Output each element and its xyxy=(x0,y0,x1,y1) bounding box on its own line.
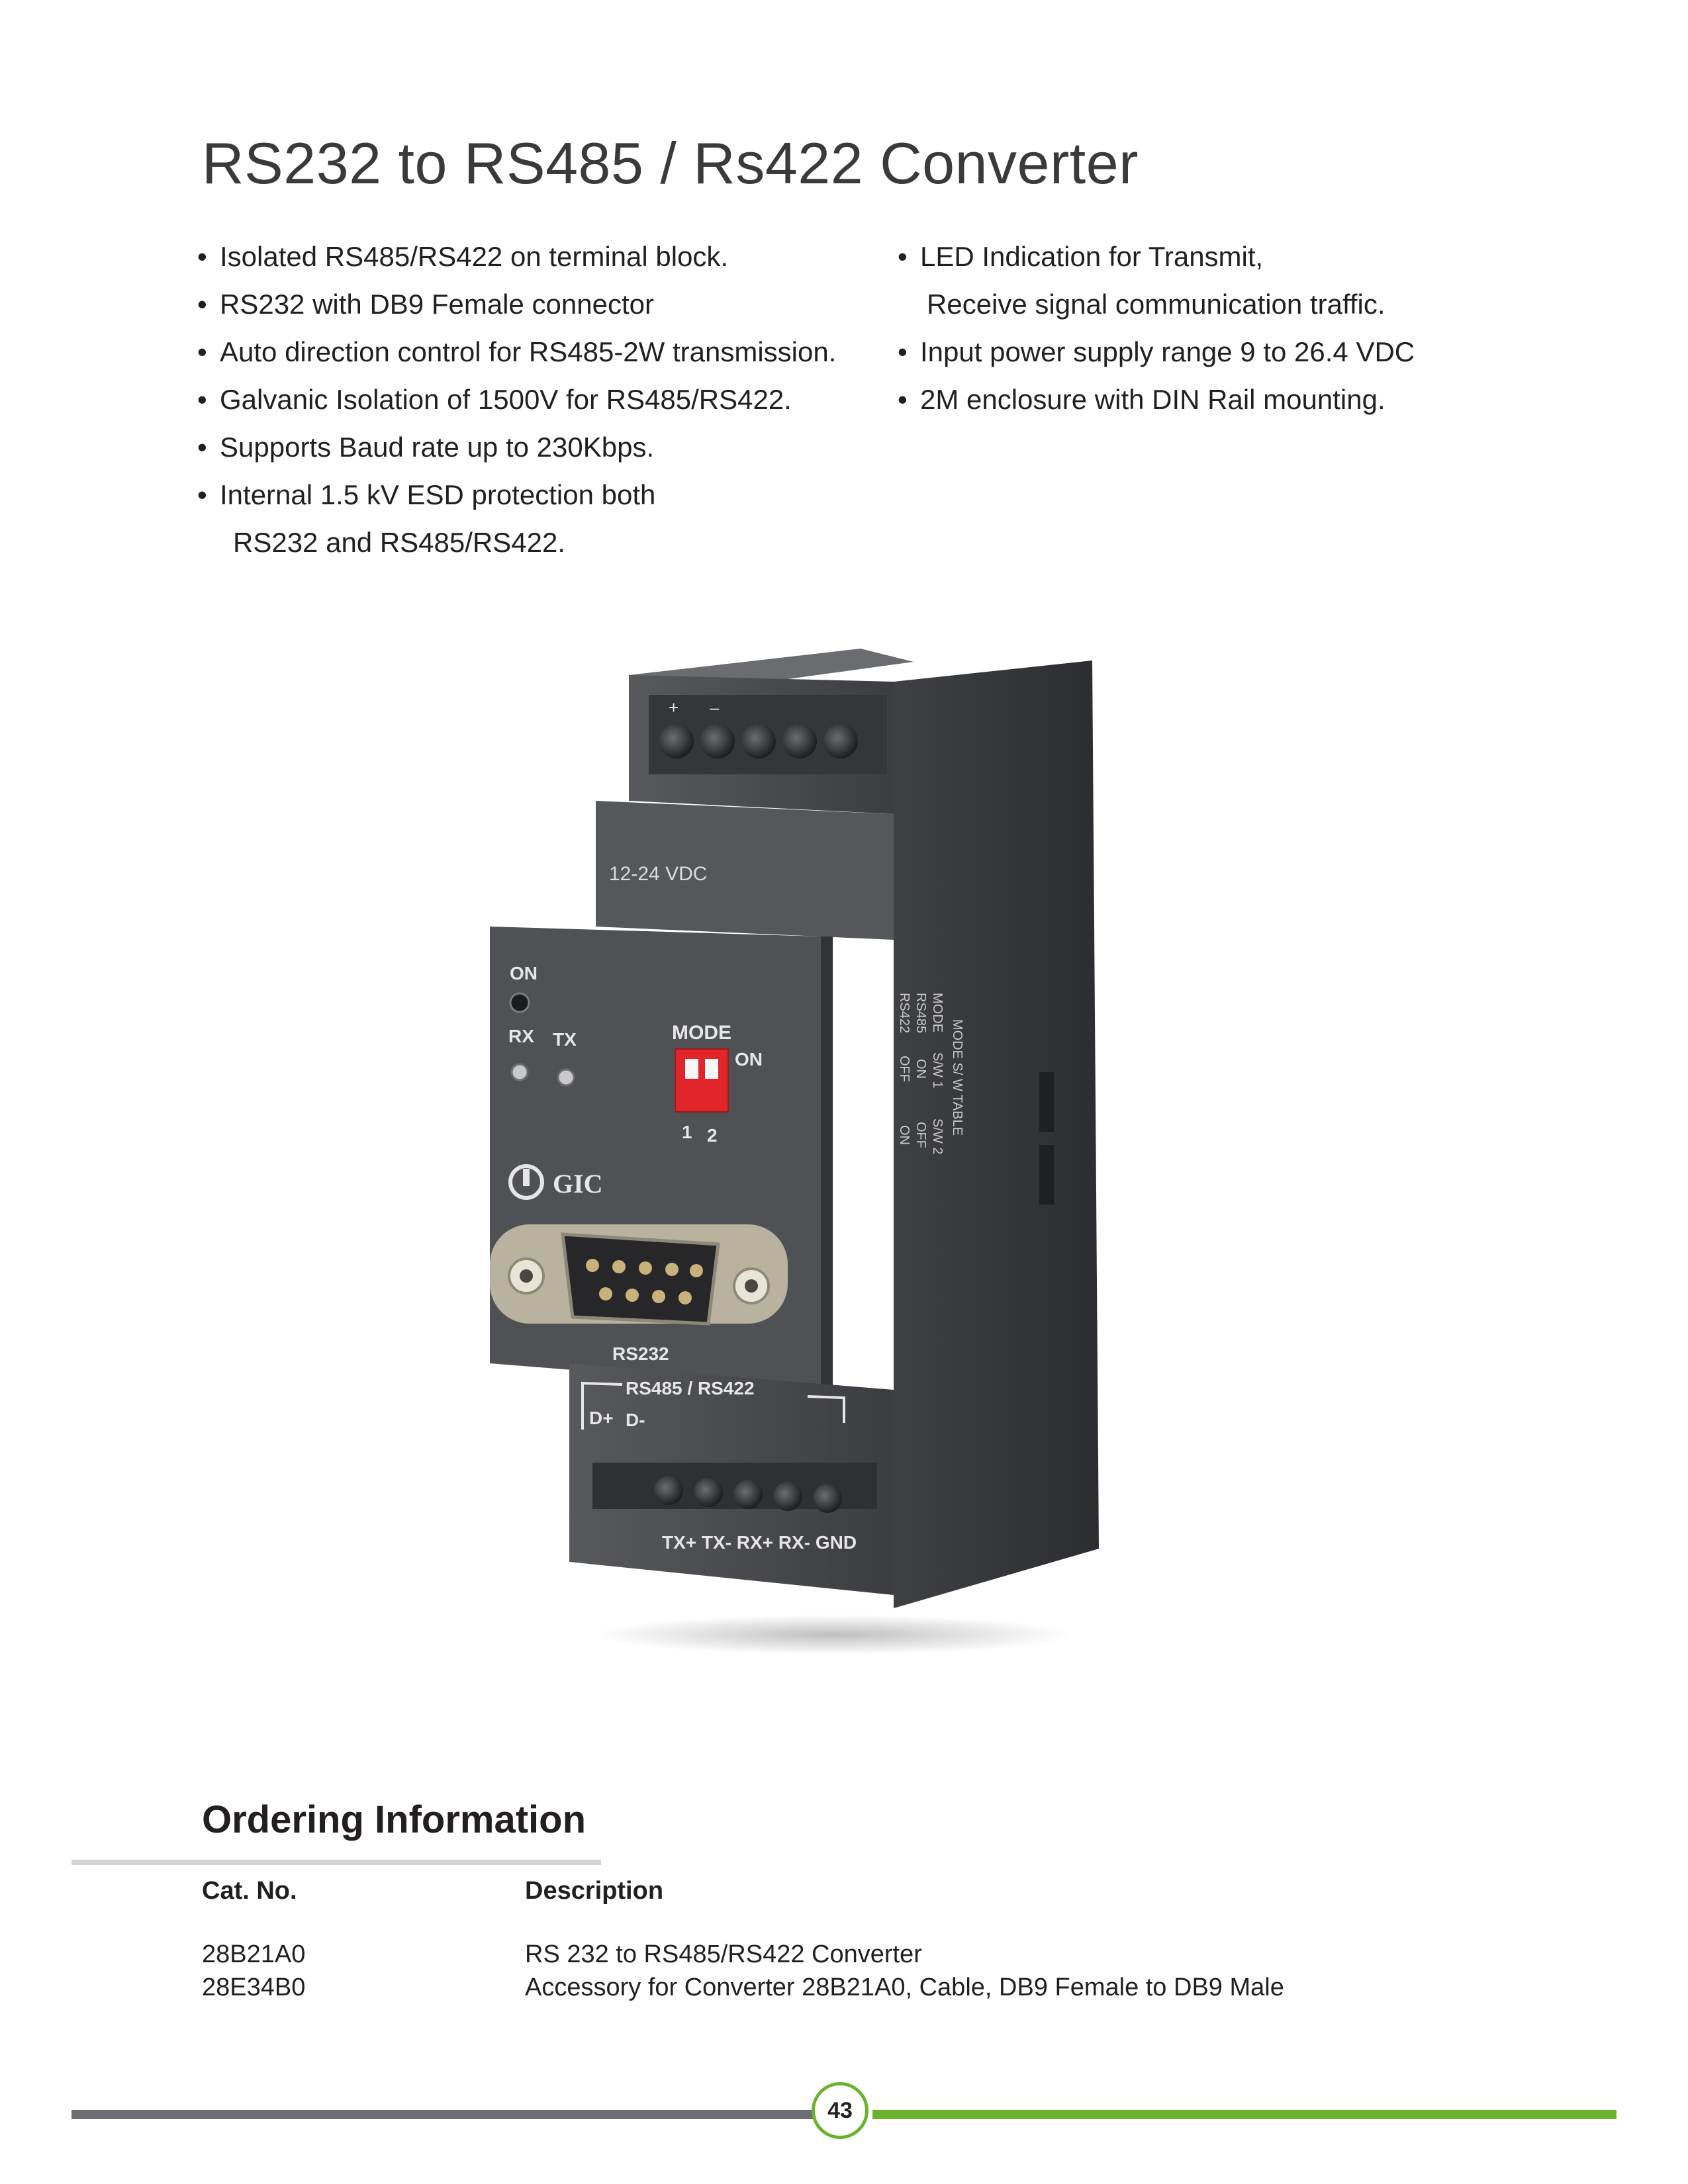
col-header-desc: Description xyxy=(525,1877,664,1905)
dip-toggle xyxy=(705,1059,718,1079)
col-header-cat: Cat. No. xyxy=(202,1877,297,1905)
label-port: RS232 xyxy=(612,1343,669,1364)
label-mode: MODE xyxy=(672,1022,731,1044)
label-switch-2: 2 xyxy=(707,1125,718,1146)
svg-text:MODE S/ W TABLE: MODE S/ W TABLE xyxy=(950,1019,964,1136)
feature-item-continuation: Receive signal communication traffic. xyxy=(927,289,1385,320)
label-on: ON xyxy=(510,963,538,983)
db9-connector xyxy=(490,1224,788,1324)
label-tx: TX xyxy=(553,1029,577,1050)
bottom-screw xyxy=(733,1480,763,1509)
label-minus: – xyxy=(710,698,720,717)
svg-text:ON: ON xyxy=(914,1059,928,1079)
feature-list-left xyxy=(197,233,836,567)
svg-text:RS485: RS485 xyxy=(914,993,928,1034)
svg-text:OFF: OFF xyxy=(914,1122,928,1148)
svg-text:MODE: MODE xyxy=(930,993,945,1032)
label-d-plus: D+ xyxy=(589,1408,614,1428)
side-clip-lower xyxy=(1039,1145,1054,1205)
top-screw xyxy=(741,724,776,758)
label-d-minus: D- xyxy=(626,1410,645,1430)
led-on xyxy=(510,993,529,1012)
svg-text:S/W 2: S/W 2 xyxy=(930,1118,945,1155)
feature-list-right xyxy=(898,233,1415,424)
footer-bar-green xyxy=(872,2110,1617,2119)
label-plus: + xyxy=(669,698,679,717)
label-voltage: 12-24 VDC xyxy=(609,863,708,885)
feature-item: • Isolated RS485/RS422 on terminal block. xyxy=(197,233,836,281)
description: RS 232 to RS485/RS422 Converter xyxy=(525,1940,922,1968)
description: Accessory for Converter 28B21A0, Cable, DB9 Female to DB9 Male xyxy=(525,1974,1284,2001)
led-rx xyxy=(512,1064,528,1080)
page-number: 43 xyxy=(812,2082,868,2139)
svg-text:S/W 1: S/W 1 xyxy=(930,1052,945,1089)
bottom-screw xyxy=(773,1482,802,1511)
ordering-heading: Ordering Information xyxy=(202,1798,586,1841)
side-clip-upper xyxy=(1039,1072,1054,1132)
label-switch-1: 1 xyxy=(682,1122,692,1142)
led-tx xyxy=(558,1069,574,1085)
cat-no: 28B21A0 xyxy=(202,1940,306,1968)
dip-switch xyxy=(675,1049,728,1112)
label-terminals: TX+ TX- RX+ RX- GND xyxy=(662,1532,857,1553)
bottom-screw xyxy=(654,1476,683,1505)
cat-no: 28E34B0 xyxy=(202,1974,306,2001)
footer-bar-gray xyxy=(71,2110,813,2119)
feature-item: • Auto direction control for RS485-2W transmission. xyxy=(197,328,836,376)
feature-item: • Input power supply range 9 to 26.4 VDC xyxy=(898,328,1415,376)
svg-text:OFF: OFF xyxy=(897,1056,912,1082)
feature-item: • LED Indication for Transmit, xyxy=(898,233,1415,281)
feature-item: • RS232 with DB9 Female connector xyxy=(197,281,836,328)
dip-toggle xyxy=(685,1059,698,1079)
page-title: RS232 to RS485 / Rs422 Converter xyxy=(202,130,1139,196)
label-switch-on: ON xyxy=(735,1049,763,1069)
feature-item: • 2M enclosure with DIN Rail mounting. xyxy=(898,376,1415,424)
top-screw xyxy=(823,724,858,758)
bottom-screw xyxy=(694,1478,723,1507)
top-screw xyxy=(782,724,817,758)
brand-text: GIC xyxy=(553,1169,603,1199)
feature-item-continuation: RS232 and RS485/RS422. xyxy=(233,527,566,558)
feature-item: • Supports Baud rate up to 230Kbps. xyxy=(197,424,836,471)
svg-text:ON: ON xyxy=(897,1125,912,1145)
ordering-divider xyxy=(71,1860,601,1865)
product-photo xyxy=(463,635,1231,1655)
label-bus: RS485 / RS422 xyxy=(626,1378,755,1398)
bottom-screw xyxy=(813,1484,842,1513)
feature-item: • Internal 1.5 kV ESD protection both xyxy=(197,471,836,519)
top-screw xyxy=(700,724,735,758)
drop-shadow xyxy=(596,1615,1072,1655)
svg-text:RS422: RS422 xyxy=(897,993,912,1034)
top-screw xyxy=(659,724,694,758)
label-rx: RX xyxy=(508,1026,534,1046)
feature-item: • Galvanic Isolation of 1500V for RS485/RS422. xyxy=(197,376,836,424)
panel-divider xyxy=(821,936,833,1393)
